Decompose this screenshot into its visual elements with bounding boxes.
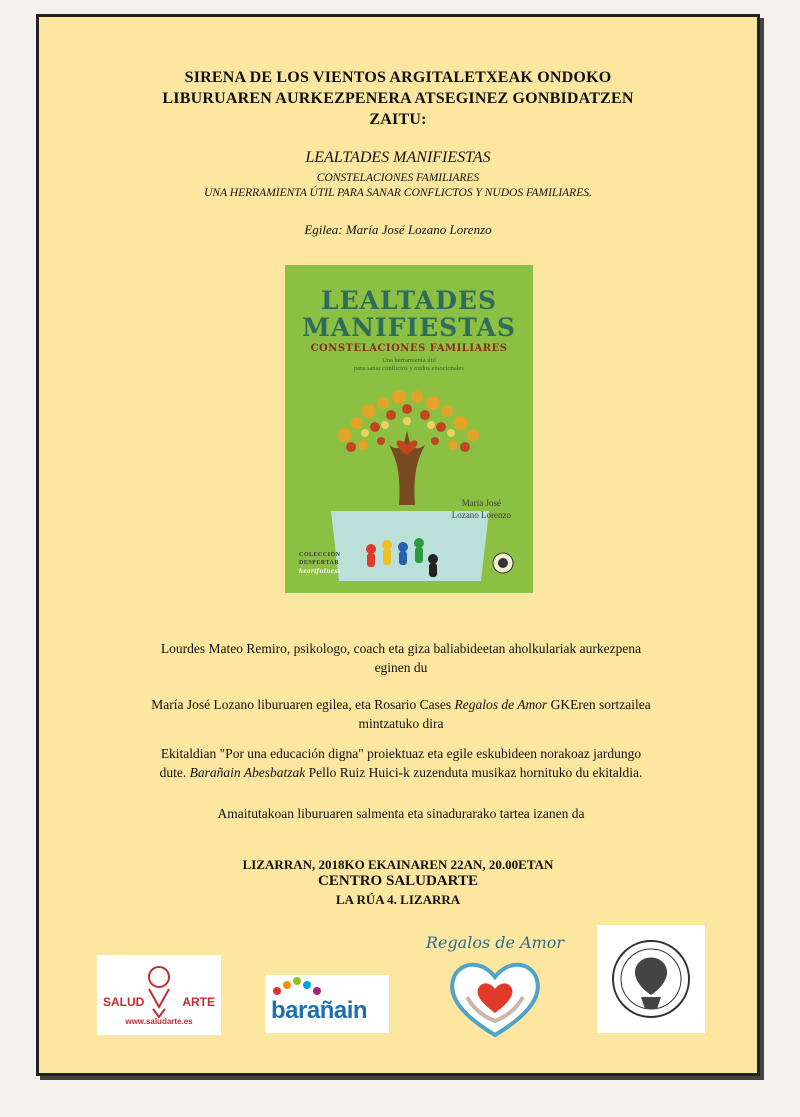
saludarte-url: www.saludarte.es: [125, 1017, 193, 1026]
cover-collection: [299, 551, 341, 576]
program-text-b: Pello Ruiz Huici-k zuzenduta musikaz hornituko du ekitaldia.: [305, 765, 643, 780]
cover-collection-line-3: heartfulness: [299, 567, 341, 575]
speakers-ngo-name: Regalos de Amor: [454, 697, 548, 712]
book-title: LEALTADES MANIFIESTAS: [305, 149, 491, 166]
baranain-logo: [265, 975, 389, 1033]
book-author: Egilea: María José Lozano Lorenzo: [304, 222, 492, 237]
presenter-line-2: eginen du: [374, 660, 428, 675]
cover-author-line-2: Lozano Lorenzo: [451, 510, 511, 520]
speakers-line-1: [79, 695, 723, 714]
sirena-seal-icon: [597, 925, 705, 1033]
book-subtitle: CONSTELACIONES FAMILIARES: [316, 172, 480, 184]
header-line-3: ZAITU:: [369, 111, 427, 128]
cover-author: [452, 497, 511, 521]
presenter-line-1: Lourdes Mateo Remiro, psikologo, coach eta giza baliabideetan aholkulariak aurkezpena: [160, 641, 642, 656]
program-text-a: dute.: [159, 765, 190, 780]
cover-subtitle: CONSTELACIONES FAMILIARES: [310, 343, 508, 354]
baranain-text: barañain: [271, 997, 368, 1024]
speakers-text-b: GKEren sortzailea: [547, 697, 651, 712]
speakers-paragraph: [79, 695, 723, 733]
saludarte-logo: [97, 955, 221, 1035]
program-choir-name: Barañain Abesbatzak: [189, 765, 306, 780]
presenter-paragraph: [79, 639, 723, 677]
saludarte-text-right: ARTE: [182, 995, 215, 1009]
baranain-dots-icon: [265, 975, 389, 999]
cover-tagline-line-2: para sanar conflictos y nudos emocionales: [354, 365, 464, 372]
speakers-line-2: mintzatuko dira: [358, 716, 444, 731]
publisher-seal-logo: [597, 925, 705, 1033]
signing-paragraph: Amaitutakoan liburuaren salmenta eta sinadurarako tartea izanen da: [217, 806, 585, 821]
event-address: LA RÚA 4. LIZARRA: [335, 892, 461, 907]
program-line-1: Ekitaldian "Por una educación digna" proiektuaz eta egile eskubideen norakoaz jardungo: [160, 746, 642, 761]
event-date: LIZARRAN, 2018KO EKAINAREN 22AN, 20.00ETAN: [242, 857, 554, 872]
flyer: [36, 14, 760, 1076]
cover-tagline-line-1: Una herramienta útil: [382, 357, 436, 364]
cover-title-line-1: LEALTADES: [321, 286, 497, 315]
cover-author-line-1: María José: [461, 498, 501, 508]
book-cover-image: [285, 265, 533, 593]
header-line-2: LIBURUAREN AURKEZPENERA ATSEGINEZ GONBIDATZEN: [162, 90, 634, 107]
speakers-text-a: María José Lozano liburuaren egilea, eta Rosario Cases: [151, 697, 455, 712]
invitation-header: [39, 67, 757, 130]
cover-tagline: [285, 357, 533, 373]
header-line-1: SIRENA DE LOS VIENTOS ARGITALETXEAK ONDOKO: [184, 69, 612, 86]
regalos-de-amor-logo: [425, 931, 565, 1041]
cover-title-line-2: MANIFIESTAS: [302, 313, 516, 342]
cover-collection-line-1: COLECCIÓN: [299, 552, 341, 558]
regalos-de-amor-text: Regalos de Amor: [425, 933, 565, 952]
program-paragraph: [79, 744, 723, 782]
cover-title: [285, 287, 533, 341]
event-venue: CENTRO SALUDARTE: [318, 873, 478, 889]
program-line-2: [79, 763, 723, 782]
cover-collection-line-2: DESPERTAR: [299, 560, 340, 566]
book-tagline: UNA HERRAMIENTA ÚTIL PARA SANAR CONFLICTOS Y NUDOS FAMILIARES.: [204, 187, 592, 199]
saludarte-text-left: SALUD: [103, 995, 145, 1009]
